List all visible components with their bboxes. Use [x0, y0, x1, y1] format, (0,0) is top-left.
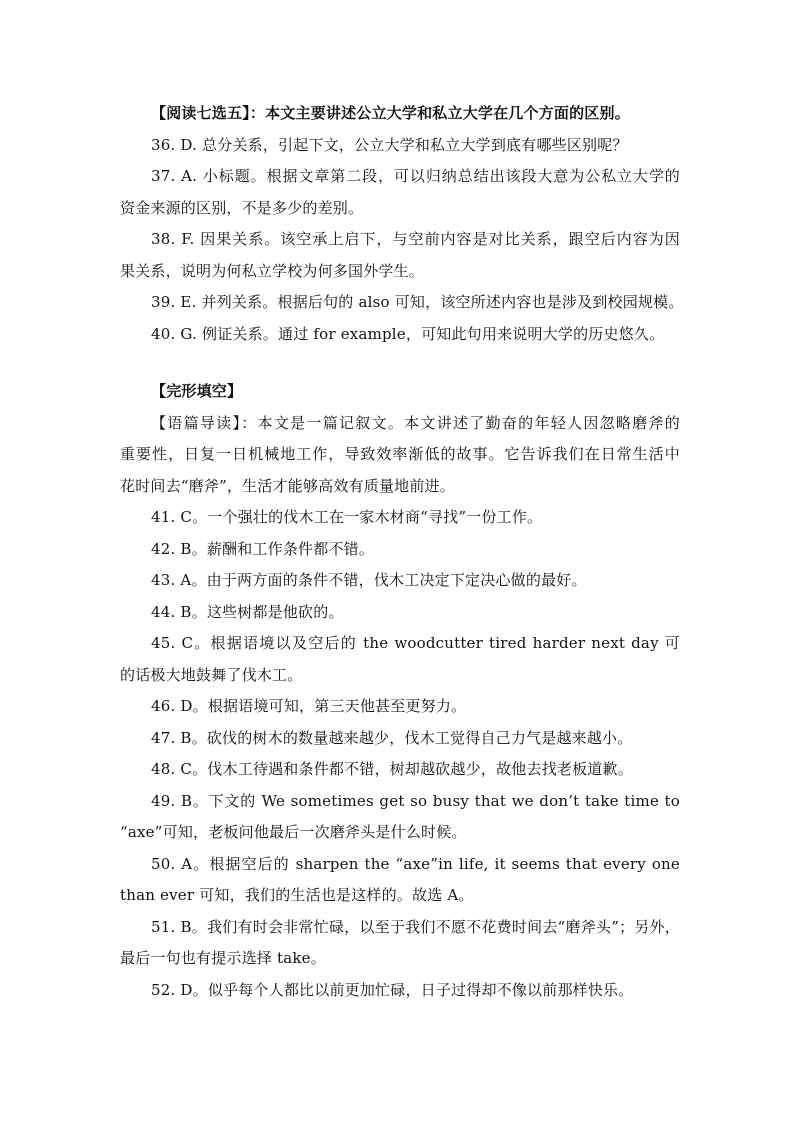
cloze-answer-49	[120, 786, 680, 849]
answer-line: 果关系，说明为何私立学校为何多国外学生。	[120, 261, 425, 280]
answer-line: 48. C。伐木工待遇和条件都不错，树却越砍越少，故他去找老板道歉。	[151, 760, 633, 778]
answer-line: 43. A。由于两方面的条件不错，伐木工决定下定决心做的最好。	[151, 571, 587, 589]
answer-line: 51. B。我们有时会非常忙碌，以至于我们不愿不花费时间去“磨斧头”；另外，	[151, 917, 680, 936]
reading-answer-36	[120, 130, 680, 162]
answer-line: 45. C。根据语境以及空后的 the woodcutter tired harder next day 可	[151, 634, 680, 652]
answer-line: 52. D。似乎每个人都比以前更加忙碌，日子过得却不像以前那样快乐。	[151, 980, 634, 999]
answer-line: 50. A。根据空后的 sharpen the “axe”in life, it seems that every one	[151, 854, 680, 873]
cloze-section-heading: 【完形填空】	[151, 382, 243, 400]
section-spacer	[120, 350, 680, 376]
answer-key-content	[120, 98, 684, 1006]
answer-line: “axe”可知，老板问他最后一次磨斧头是什么时候。	[120, 823, 467, 841]
cloze-answer-42	[120, 534, 680, 566]
answer-line: 47. B。砍伐的树木的数量越来越少，伐木工觉得自己力气是越来越小。	[151, 728, 633, 747]
answer-line: 42. B。薪酬和工作条件都不错。	[151, 539, 375, 558]
cloze-answer-43	[120, 565, 680, 597]
answer-line: 44. B。这些树都是他砍的。	[151, 602, 344, 621]
cloze-answer-52	[120, 975, 680, 1007]
cloze-answer-50	[120, 849, 680, 912]
reading-answer-38	[120, 224, 680, 287]
answer-line: 40. G. 例证关系。通过 for example，可知此句用来说明大学的历史悠久。	[151, 324, 665, 343]
intro-line: 花时间去“磨斧”，生活才能够高效有质量地前进。	[120, 476, 455, 495]
cloze-answer-47	[120, 723, 680, 755]
answer-line: 最后一句也有提示选择 take。	[120, 949, 326, 967]
answer-line: 41. C。一个强壮的伐木工在一家木材商“寻找”一份工作。	[151, 508, 543, 526]
reading-answer-40	[120, 319, 680, 351]
reading-answer-37	[120, 161, 680, 224]
reading-answer-39	[120, 287, 684, 319]
cloze-answer-51	[120, 912, 680, 975]
answer-line: 49. B。下文的 We sometimes get so busy that we don’t take time to	[151, 791, 680, 810]
reading-section-heading: 【阅读七选五】：本文主要讲述公立大学和私立大学在几个方面的区别。	[151, 104, 630, 122]
answer-line: 38. F. 因果关系。该空承上启下，与空前内容是对比关系，跟空后内容为因	[151, 230, 680, 248]
answer-line: 资金来源的区别，不是多少的差别。	[120, 198, 364, 217]
cloze-answer-44	[120, 597, 680, 629]
intro-line: 重要性，日复一日机械地工作，导致效率渐低的故事。它告诉我们在日常生活中	[120, 445, 680, 463]
answer-line: than ever 可知，我们的生活也是这样的。故选 A。	[120, 886, 474, 904]
cloze-answer-46	[120, 691, 680, 723]
cloze-answer-45	[120, 628, 680, 691]
answer-line: 的话极大地鼓舞了伐木工。	[120, 665, 303, 684]
intro-line: 【语篇导读】：本文是一篇记叙文。本文讲述了勤奋的年轻人因忽略磨斧的	[151, 413, 680, 432]
answer-line: 37. A. 小标题。根据文章第二段，可以归纳总结出该段大意为公私立大学的	[151, 167, 680, 185]
cloze-intro	[120, 408, 680, 503]
cloze-answer-41	[120, 502, 680, 534]
answer-line: 39. E. 并列关系。根据后句的 also 可知，该空所述内容也是涉及到校园规模。	[151, 293, 684, 311]
answer-line: 46. D。根据语境可知，第三天他甚至更努力。	[151, 697, 467, 715]
answer-line: 36. D. 总分关系，引起下文，公立大学和私立大学到底有哪些区别呢？	[151, 135, 628, 154]
cloze-answer-48	[120, 754, 680, 786]
